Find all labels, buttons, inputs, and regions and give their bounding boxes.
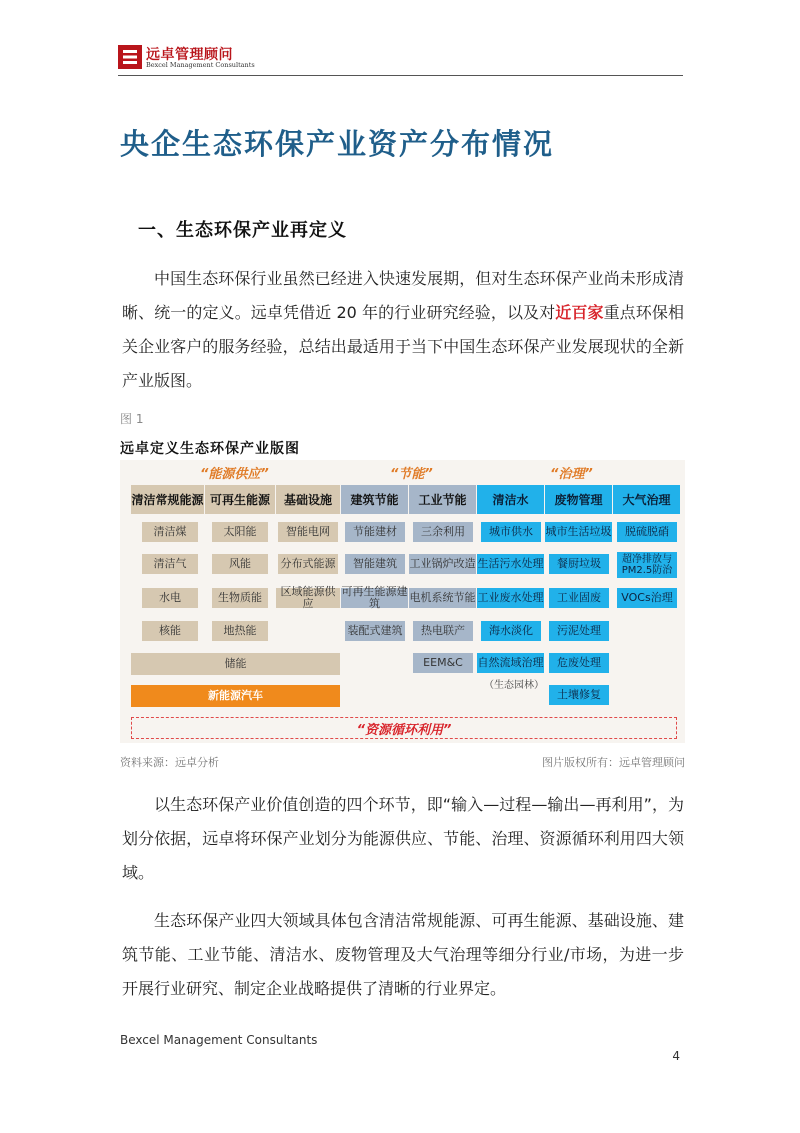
- item-desulfurization: 脱硫脱硝: [617, 522, 677, 542]
- body-paragraph-2: [122, 788, 684, 890]
- item-hazardous-waste: 危废处理: [549, 653, 609, 673]
- item-regional-energy: 区域能源供应: [276, 588, 340, 608]
- bexcel-logo-icon: [118, 45, 142, 69]
- item-industrial-wastewater: 工业废水处理: [477, 588, 544, 608]
- item-boiler-retrofit: 工业锅炉改造: [409, 554, 476, 574]
- item-urban-water-supply: 城市供水: [481, 522, 541, 542]
- industry-map-diagram: [120, 460, 685, 743]
- body-paragraph-3-text: 生态环保产业四大领域具体包含清洁常规能源、可再生能源、基础设施、建筑节能、工业节能、清洁水、废物管理及大气治理等细分行业/市场，为进一步开展行业研究、制定企业战略提供了清晰的行业界定。: [122, 911, 684, 998]
- brand-name-cn: 远卓管理顾问: [146, 47, 233, 63]
- figure-copyright: 图片版权所有：远卓管理顾问: [542, 756, 685, 769]
- intro-text-after: 重点环保相关企业客户的服务经验，总结出最适用于当下中国生态环保产业发展现状的全新产业版图。: [122, 303, 684, 390]
- item-watershed-treatment: 自然流域治理: [477, 653, 544, 673]
- page-header: [118, 44, 683, 76]
- brand-name-en: Bexcel Management Consultants: [146, 61, 255, 69]
- header-renewable-energy: 可再生能源: [205, 485, 275, 514]
- item-prefab-building: 装配式建筑: [345, 621, 405, 641]
- header-infrastructure: 基础设施: [276, 485, 340, 514]
- page-title: 央企生态环保产业资产分布情况: [120, 127, 555, 161]
- header-divider: [118, 75, 683, 76]
- header-waste-management: 废物管理: [545, 485, 612, 514]
- item-wind: 风能: [212, 554, 268, 574]
- body-paragraph-3: [122, 904, 684, 1006]
- item-biomass: 生物质能: [212, 588, 268, 608]
- item-energy-storage: 储能: [131, 653, 340, 675]
- item-distributed-energy: 分布式能源: [278, 554, 338, 574]
- item-waste-heat-use: 三余利用: [413, 522, 473, 542]
- intro-text-before: 中国生态环保行业虽然已经进入快速发展期，但对生态环保产业尚未形成清晰、统一的定义。远卓凭借近 20 年的行业研究经验，以及对: [122, 269, 684, 322]
- header-clean-energy: 清洁常规能源: [131, 485, 204, 514]
- category-energy-supply: “能源供应”: [200, 467, 269, 482]
- item-sewage-treatment: 生活污水处理: [477, 554, 544, 574]
- item-eco-garden-note: （生态园林）: [484, 680, 544, 691]
- item-eemc: EEM&C: [413, 653, 473, 673]
- figure-label: 图 1: [120, 412, 144, 426]
- header-air-treatment: 大气治理: [613, 485, 680, 514]
- intro-highlight: 近百家: [555, 303, 604, 322]
- item-cogeneration: 热电联产: [413, 621, 473, 641]
- item-solar: 太阳能: [212, 522, 268, 542]
- item-smart-grid: 智能电网: [278, 522, 338, 542]
- item-sludge-treatment: 污泥处理: [549, 621, 609, 641]
- figure-source: 资料来源：远卓分析: [120, 756, 219, 769]
- item-soil-remediation: 土壤修复: [549, 685, 609, 705]
- item-motor-saving: 电机系统节能: [409, 588, 476, 608]
- item-energy-saving-materials: 节能建材: [345, 522, 405, 542]
- item-nuclear: 核能: [142, 621, 198, 641]
- item-vocs-treatment: VOCs治理: [617, 588, 677, 608]
- item-kitchen-waste: 餐厨垃圾: [549, 554, 609, 574]
- category-resource-recycling: “资源循环利用”: [131, 717, 677, 739]
- item-desalination: 海水淡化: [481, 621, 541, 641]
- intro-paragraph: [122, 262, 684, 398]
- category-treatment: “治理”: [550, 467, 593, 482]
- item-industrial-solid-waste: 工业固废: [549, 588, 609, 608]
- item-hydropower: 水电: [142, 588, 198, 608]
- figure-title: 远卓定义生态环保产业版图: [120, 441, 300, 457]
- item-clean-coal: 清洁煤: [142, 522, 198, 542]
- item-ultra-low-emission: 超净排放与PM2.5防治: [617, 552, 677, 578]
- header-clean-water: 清洁水: [477, 485, 544, 514]
- category-energy-saving: “节能”: [390, 467, 433, 482]
- body-paragraph-2-text: 以生态环保产业价值创造的四个环节，即“输入—过程—输出—再利用”，为划分依据，远卓将环保产业划分为能源供应、节能、治理、资源循环利用四大领域。: [122, 795, 684, 882]
- item-clean-gas: 清洁气: [142, 554, 198, 574]
- page-number: 4: [672, 1049, 680, 1063]
- item-geothermal: 地热能: [212, 621, 268, 641]
- footer-company: Bexcel Management Consultants: [120, 1033, 318, 1047]
- item-new-energy-vehicle: 新能源汽车: [131, 685, 340, 707]
- header-industrial-saving: 工业节能: [409, 485, 476, 514]
- item-municipal-waste: 城市生活垃圾: [545, 522, 612, 542]
- header-building-saving: 建筑节能: [341, 485, 408, 514]
- item-smart-building: 智能建筑: [345, 554, 405, 574]
- section-heading: 一、生态环保产业再定义: [138, 220, 347, 241]
- item-renewable-building: 可再生能源建筑: [341, 585, 408, 610]
